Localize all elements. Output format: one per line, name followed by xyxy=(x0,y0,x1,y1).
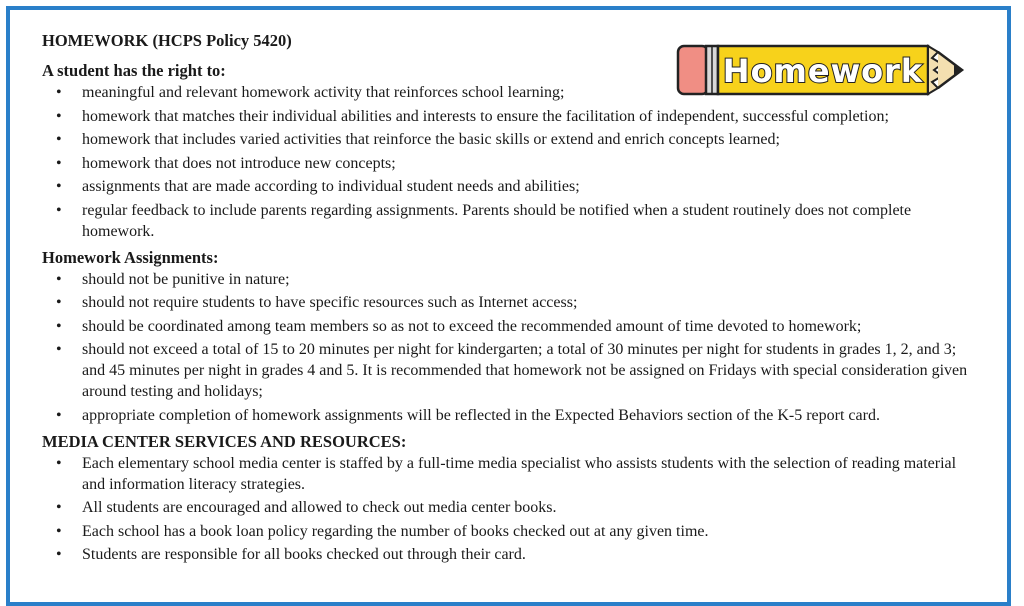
list-item: • All students are encouraged and allowed to check out media center books. xyxy=(42,497,982,518)
list-item: • Students are responsible for all books checked out through their card. xyxy=(42,544,982,565)
list-item: • Each school has a book loan policy regarding the number of books checked out at any given time. xyxy=(42,521,982,542)
assignments-heading: Homework Assignments: xyxy=(42,247,219,267)
media-heading: MEDIA CENTER SERVICES AND RESOURCES: xyxy=(42,431,407,451)
logo-text: Homework xyxy=(722,52,924,90)
list-item: • homework that includes varied activities that reinforce the basic skills or extend and enrich concepts learned; xyxy=(42,129,982,150)
list-item: • should not exceed a total of 15 to 20 minutes per night for kindergarten; a total of 30 minutes per night for students in grades 1, 2, and 3; and 45 minutes per night in grades 4 and 5. It is recommended that homework not be assigned on Fridays with special consideration given around testing and holidays; xyxy=(42,339,982,402)
list-item: • should be coordinated among team members so as not to exceed the recommended amount of time devoted to homework; xyxy=(42,316,982,337)
list-item: • Each elementary school media center is staffed by a full-time media specialist who assists students with the selection of reading material and information literacy strategies. xyxy=(42,453,982,495)
rights-list xyxy=(42,82,982,242)
list-item: • assignments that are made according to individual student needs and abilities; xyxy=(42,176,982,197)
rights-heading: A student has the right to: xyxy=(42,61,226,80)
list-item: • homework that does not introduce new concepts; xyxy=(42,153,982,174)
list-item: • meaningful and relevant homework activity that reinforces school learning; xyxy=(42,82,982,103)
media-list xyxy=(42,453,982,566)
list-item: • regular feedback to include parents regarding assignments. Parents should be notified when a student routinely does not complete homework. xyxy=(42,200,982,242)
assignments-list xyxy=(42,269,982,426)
list-item: • should not require students to have specific resources such as Internet access; xyxy=(42,292,982,313)
page-title: HOMEWORK (HCPS Policy 5420) xyxy=(42,31,292,50)
list-item: • should not be punitive in nature; xyxy=(42,269,982,290)
document-body xyxy=(42,30,982,570)
list-item: • appropriate completion of homework assignments will be reflected in the Expected Behaviors section of the K-5 report card. xyxy=(42,405,982,426)
list-item: • homework that matches their individual abilities and interests to ensure the facilitation of independent, successful completion; xyxy=(42,106,982,127)
